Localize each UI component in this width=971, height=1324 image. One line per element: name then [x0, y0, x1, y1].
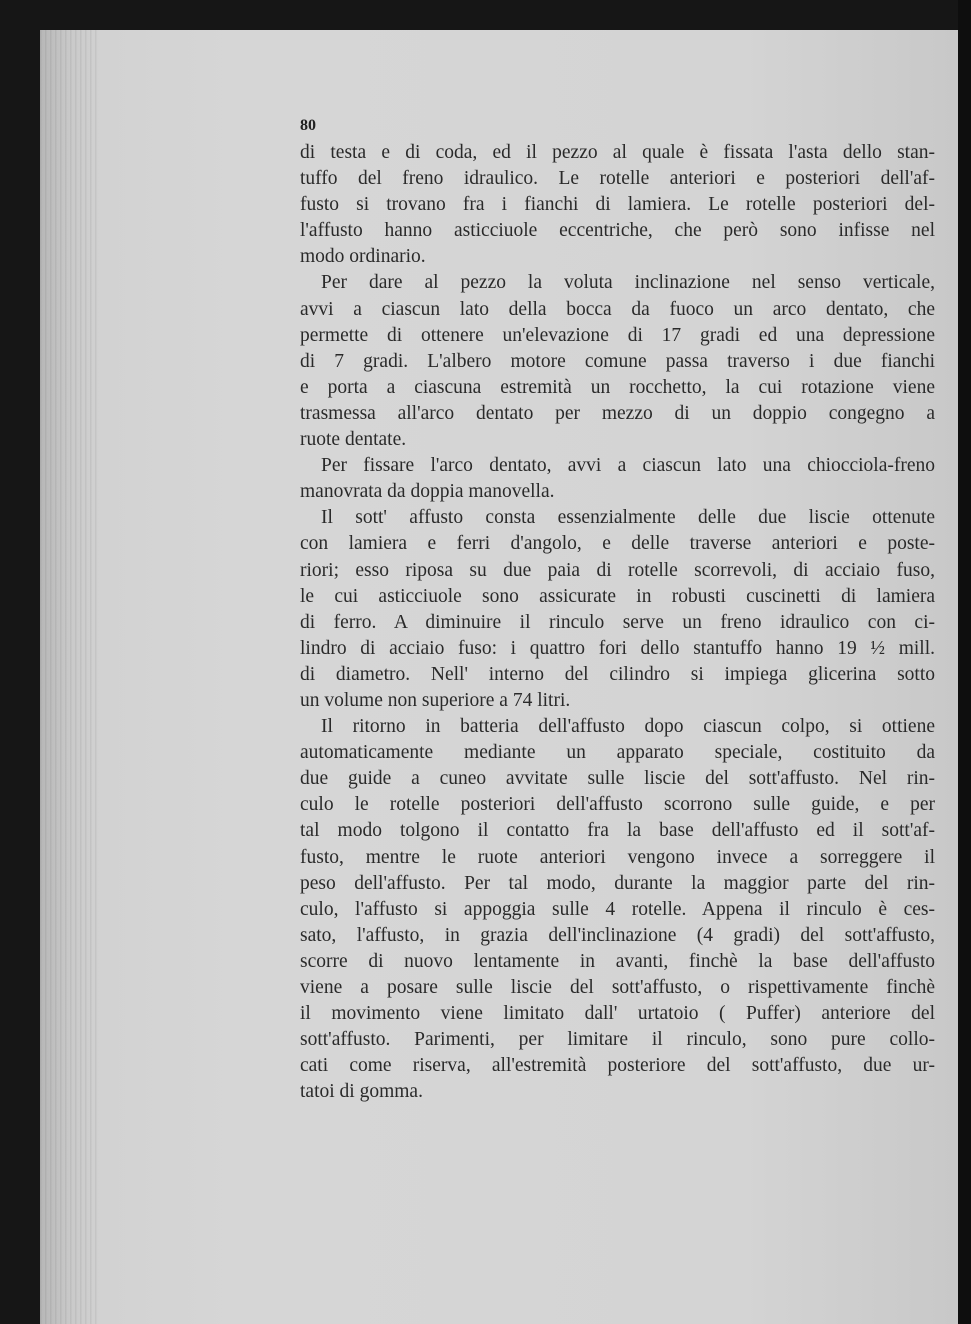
text-line: di 7 gradi. L'albero motore comune passa traverso i due fianchi — [300, 350, 935, 372]
text-line: Per fissare l'arco dentato, avvi a ciascun lato una chiocciola-freno — [321, 455, 935, 477]
text-line: due guide a cuneo avvitate sulle liscie del sott'affusto. Nel rin- — [300, 768, 935, 790]
text-line: sato, l'affusto, in grazia dell'inclinazione (4 gradi) del sott'affusto, — [300, 924, 935, 946]
paragraph — [300, 270, 935, 453]
paragraph — [300, 140, 935, 270]
text-line: culo le rotelle posteriori dell'affusto scorrono sulle guide, e per — [300, 794, 935, 816]
text-line: e porta a ciascuna estremità un rocchetto, la cui rotazione viene — [300, 376, 935, 398]
scan-right-border — [958, 0, 971, 1324]
text-line: fusto si trovano fra i fianchi di lamiera. Le rotelle posteriori del- — [300, 194, 935, 216]
text-line: di ferro. A diminuire il rinculo serve un freno idraulico con ci- — [300, 611, 935, 633]
text-line: culo, l'affusto si appoggia sulle 4 rotelle. Appena il rinculo è ces- — [300, 898, 935, 920]
text-line: di diametro. Nell' interno del cilindro si impiega glicerina sotto — [300, 663, 935, 685]
text-line: le cui asticciuole sono assicurate in robusti cuscinetti di lamiera — [300, 585, 935, 607]
text-line: scorre di nuovo lentamente in avanti, finchè la base dell'affusto — [300, 950, 935, 972]
text-line: avvi a ciascun lato della bocca da fuoco un arco dentato, che — [300, 298, 935, 320]
page-edge-stack — [40, 30, 100, 1324]
text-line: viene a posare sulle liscie del sott'affusto, o rispettivamente finchè — [300, 977, 935, 998]
text-line: un volume non superiore a 74 litri. — [300, 689, 571, 711]
text-line: tal modo tolgono il contatto fra la base dell'affusto ed il sott'af- — [300, 820, 935, 842]
page-number: 80 — [300, 117, 316, 134]
paragraphs-container — [300, 140, 935, 1105]
text-line: tatoi di gomma. — [300, 1081, 423, 1103]
text-line: il movimento viene limitato dall' urtatoio ( Puffer) anteriore del — [300, 1003, 935, 1025]
text-line: Per dare al pezzo la voluta inclinazione nel senso verticale, — [321, 272, 935, 294]
paragraph — [300, 505, 935, 714]
text-line: con lamiera e ferri d'angolo, e delle traverse anteriori e poste- — [300, 533, 935, 555]
paragraph — [300, 453, 935, 505]
text-line: manovrata da doppia manovella. — [300, 481, 555, 503]
text-line: Il sott' affusto consta essenzialmente delle due liscie ottenute — [321, 507, 935, 529]
paragraph — [300, 714, 935, 1105]
text-line: permette di ottenere un'elevazione di 17 gradi ed una depressione — [300, 324, 935, 346]
text-line: trasmessa all'arco dentato per mezzo di un doppio congegno a — [300, 402, 935, 424]
text-line: Il ritorno in batteria dell'affusto dopo ciascun colpo, si ottiene — [321, 716, 935, 738]
text-line: cati come riserva, all'estremità posteriore del sott'affusto, due ur- — [300, 1055, 935, 1077]
text-line: modo ordinario. — [300, 246, 426, 268]
text-line: fusto, mentre le ruote anteriori vengono invece a sorreggere il — [300, 846, 935, 868]
text-line: l'affusto hanno asticciuole eccentriche, che però sono infisse nel — [300, 220, 935, 242]
text-line: ruote dentate. — [300, 429, 407, 451]
page-text-block — [300, 114, 935, 1105]
text-line: peso dell'affusto. Per tal modo, durante la maggior parte del rin- — [300, 872, 935, 894]
text-line: lindro di acciaio fuso: i quattro fori dello stantuffo hanno 19 ½ mill. — [300, 637, 935, 659]
text-line: di testa e di coda, ed il pezzo al quale è fissata l'asta dello stan- — [300, 142, 935, 163]
text-line: sott'affusto. Parimenti, per limitare il rinculo, sono pure collo- — [300, 1029, 935, 1051]
text-line: riori; esso riposa su due paia di rotelle scorrevoli, di acciaio fuso, — [300, 559, 935, 581]
text-line: tuffo del freno idraulico. Le rotelle anteriori e posteriori dell'af- — [300, 168, 935, 190]
text-line: automaticamente mediante un apparato speciale, costituito da — [300, 742, 935, 764]
